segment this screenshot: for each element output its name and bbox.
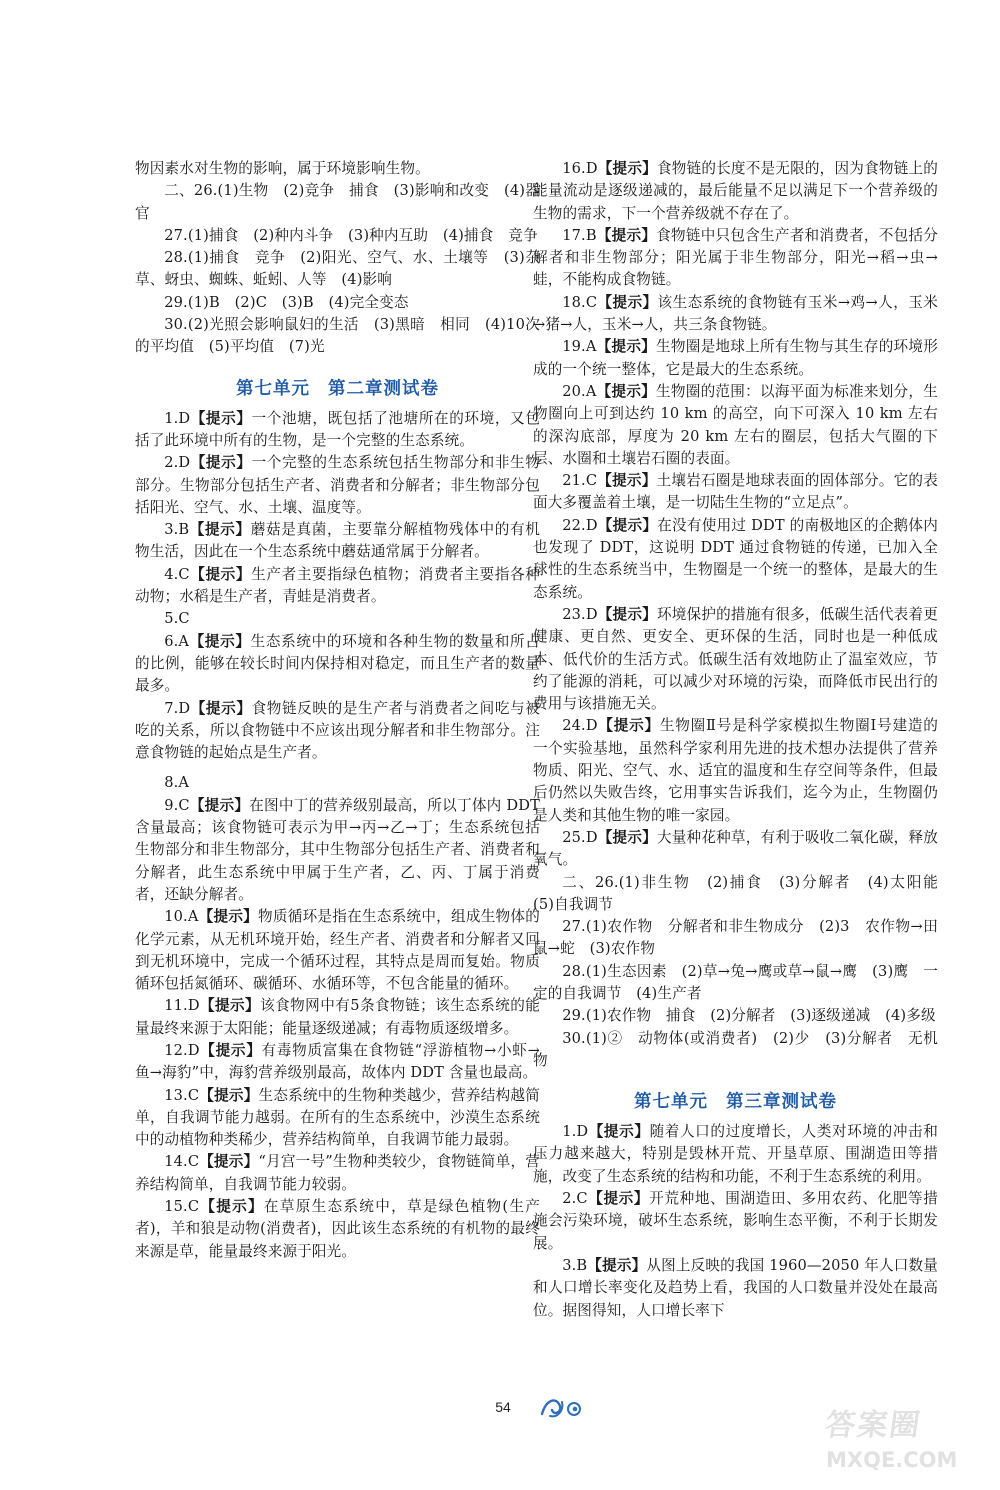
answer-text: 食物链中只包含生产者和消费者，不包括分解者和非生物部分；阳光属于非生物部分，阳光→稻→虫→蛙，不能构成食物链。	[533, 226, 938, 289]
answer-item	[533, 515, 938, 604]
answer-number: 7.D	[164, 699, 191, 717]
answer-item	[135, 1151, 540, 1196]
hint-label: 【提示】	[597, 160, 657, 177]
answer-number: 21.C	[562, 472, 598, 490]
hint-label: 【提示】	[190, 454, 252, 472]
answer-text: 在图中丁的营养级别最高，所以丁体内 DDT 含量最高；该食物链可表示为甲→丙→乙→丁；生态系统包括生物部分和非生物部分，其中生物部分包括生产者、消费者和分解者，此生态系统中甲属于生产者，乙、丙、丁属于消费者，还缺分解者。	[135, 796, 540, 903]
answer-text: 土壤岩石圈是地球表面的固体部分。它的表面大多覆盖着土壤，是一切陆生生物的“立足点”。	[533, 472, 938, 512]
answer-text: 从图上反映的我国 1960—2050 年人口数量和人口增长率变化及趋势上看，我国的人口数量并没处在最高位。据图得知，人口增长率下	[533, 1256, 938, 1319]
answer-number: 11.D	[164, 997, 200, 1015]
answer-item	[135, 1040, 540, 1085]
answer-text: 生产者主要指绿色植物；消费者主要指各种动物；水稻是生产者，青蛙是消费者。	[135, 565, 540, 606]
page-number: 54	[495, 1399, 511, 1415]
hint-label: 【提示】	[597, 516, 658, 534]
answer-number: 2.C	[562, 1190, 588, 1208]
answer-text: 生物圈是地球上所有生物与其生存的环境形成的一个统一整体，它是最大的生态系统。	[533, 338, 938, 378]
answer-item	[135, 995, 540, 1040]
answer-number: 14.C	[164, 1153, 200, 1171]
answer-number: 12.D	[164, 1041, 200, 1059]
answer-text: 该生态系统的食物链有玉米→鸡→人，玉米→猪→人，玉米→人，共三条食物链。	[533, 293, 938, 334]
answer-paragraph: 二、26.(1)生物 (2)竞争 捕食 (3)影响和改变 (4)器官	[135, 182, 540, 222]
answer-item	[533, 1028, 938, 1073]
hint-label: 【提示】	[587, 1256, 647, 1274]
watermark-title: 答案圈	[823, 1408, 924, 1443]
answer-number: 18.C	[562, 293, 598, 311]
answer-item	[533, 1005, 938, 1027]
answer-text: 蘑菇是真菌，主要靠分解植物残体中的有机物生活，因此在一个生态系统中蘑菇通常属于分解者。	[135, 521, 540, 561]
answer-number: 27.	[562, 918, 586, 936]
answer-number: 30.	[562, 1029, 586, 1047]
answer-item	[533, 961, 938, 1006]
section-unit: 第七单元	[236, 378, 310, 399]
swirl-ornament-icon	[538, 1394, 586, 1424]
answer-number: 9.C	[164, 796, 190, 814]
answer-number: 16.D	[562, 160, 598, 177]
hint-label: 【提示】	[199, 1153, 259, 1171]
section-chapter: 第二章测试卷	[328, 378, 439, 399]
answer-text: 生物圈Ⅱ号是科学家模拟生物圈Ⅰ号建造的一个实验基地，虽然科学家利用先进的技术想办法提供了营养物质、阳光、空气、水、适宜的温度和生存空间等条件，但最后仍然以失败告终，它用事实告诉我们，迄今为止，生物圈仍是人类和其他生物的唯一家园。	[533, 717, 938, 824]
section-heading	[135, 375, 540, 400]
watermark-url: MXQE.COM	[826, 1448, 958, 1472]
answer-text: 物质循环是指在生态系统中，组成生物体的化学元素，从无机环境开始，经生产者、消费者和分解者又回到无机环境中，完成一个循环过程，其特点是周而复始。物质循环包括氮循环、碳循环、水循环等，不包含能量的循环。	[135, 908, 540, 993]
hint-label: 【提示】	[588, 1123, 650, 1141]
answer-number: 2.D	[164, 454, 191, 472]
answer-number: 23.D	[562, 605, 598, 623]
answer-text: “月宫一号”生物种类较少，食物链简单，营养结构简单，自我调节能力较弱。	[135, 1153, 540, 1193]
answer-paragraph: 27.(1)捕食 (2)种内斗争 (3)种内互助 (4)捕食 竞争	[164, 226, 538, 244]
answer-number: 3.B	[562, 1256, 588, 1274]
answer-number: 15.C	[164, 1198, 200, 1216]
answer-item	[533, 292, 938, 337]
answer-item	[533, 604, 938, 715]
answer-text: (1)农作物 捕食 (2)分解者 (3)逐级递减 (4)多级	[585, 1007, 936, 1025]
hint-label: 【提示】	[189, 565, 252, 583]
watermark	[823, 1400, 976, 1480]
answer-item	[135, 564, 540, 609]
answer-text: 该食物网中有5条食物链；该生态系统的能量最终来源于太阳能；能量逐级递减；有毒物质逐级增多。	[135, 997, 540, 1037]
answer-number: 24.D	[562, 717, 598, 735]
answer-item	[135, 519, 540, 564]
answer-text: 生物圈的范围：以海平面为标准来划分，生物圈向上可到达约 10 km 的高空，向下可深入 10 km 左右的深沟底部，厚度为 20 km 左右的圈层，包括大气圈的下层、水圈和土壤岩石圈的表面。	[533, 382, 938, 467]
answer-number: 4.C	[164, 565, 190, 583]
answer-item	[135, 772, 540, 794]
answer-text: (1)② 动物体(或消费者) (2)少 (3)分解者 无机物	[533, 1029, 938, 1069]
answer-item	[533, 1188, 938, 1255]
answer-number: 二、26.	[562, 873, 619, 891]
answer-item	[135, 452, 540, 519]
answer-item	[533, 872, 953, 917]
answer-item	[533, 916, 938, 961]
answer-paragraph: 物因素水对生物的影响，属于环境影响生物。	[135, 160, 430, 177]
answer-item	[533, 1121, 938, 1188]
answer-item	[135, 698, 540, 765]
answer-number: 6.A	[164, 632, 190, 650]
hint-label: 【提示】	[597, 717, 660, 735]
answer-text: 生态系统中的生物种类越少，营养结构越简单，自我调节能力越弱。在所有的生态系统中，沙漠生态系统中的动植物种类稀少，营养结构简单，自我调节能力最弱。	[135, 1086, 540, 1149]
answer-number: 25.D	[562, 828, 598, 846]
answer-text: (1)生态因素 (2)草→兔→鹰或草→鼠→鹰 (3)鹰 一定的自我调节 (4)生产者	[533, 962, 938, 1002]
answer-number: 10.A	[164, 908, 199, 926]
answer-item	[533, 336, 938, 381]
answer-text: 一个池塘，既包括了池塘所在的环境，又包括了此环境中所有的生物，是一个完整的生态系统。	[135, 409, 540, 449]
answer-number: 1.D	[164, 409, 191, 427]
answer-number: 5.C	[164, 610, 190, 628]
answer-item	[135, 906, 540, 995]
answer-number: 28.	[562, 962, 586, 980]
answer-item	[533, 158, 938, 225]
answer-number: 29.	[562, 1007, 586, 1025]
answer-item	[135, 608, 540, 630]
answer-text: 食物链反映的是生产者与消费者之间吃与被吃的关系，所以食物链中不应该出现分解者和非生物部分。注意食物链的起始点是生产者。	[135, 699, 540, 762]
answer-text: 开荒种地、围湖造田、多用农药、化肥等措施会污染环境，破坏生态系统，影响生态平衡，不利于长期发展。	[533, 1190, 938, 1252]
answer-text: 食物链的长度不是无限的，因为食物链上的能量流动是逐级递减的，最后能量不足以满足下一个营养级的生物的需求，下一个营养级就不存在了。	[533, 160, 938, 222]
hint-label: 【提示】	[199, 1086, 259, 1104]
answer-number: 20.A	[562, 382, 597, 400]
answer-item	[135, 408, 540, 453]
section-heading	[533, 1088, 938, 1113]
hint-label: 【提示】	[596, 226, 657, 244]
hint-label: 【提示】	[199, 1041, 262, 1059]
answer-paragraph: 29.(1)B (2)C (3)B (4)完全变态	[164, 293, 409, 311]
answer-item	[533, 827, 938, 872]
answer-item	[135, 1085, 540, 1152]
answer-item	[533, 470, 938, 515]
hint-label: 【提示】	[199, 1198, 264, 1216]
left-column	[135, 158, 540, 1263]
hint-label: 【提示】	[597, 605, 657, 623]
answer-text: 生态系统中的环境和各种生物的数量和所占的比例，能够在较长时间内保持相对稳定，而且生产者的数量最多。	[135, 632, 540, 695]
answer-item	[533, 225, 938, 292]
answer-text: 随着人口的过度增长，人类对环境的冲击和压力越来越大，特别是毁林开荒、开垦草原、围湖造田等措施，改变了生态系统的结构和功能，不利于生态系统的利用。	[533, 1123, 938, 1185]
answer-text: 有毒物质富集在食物链“浮游植物→小虾→鱼→海豹”中，海豹营养级别最高，故体内 DDT 含量也最高。	[135, 1041, 540, 1082]
answer-text: 一个完整的生态系统包括生物部分和非生物部分。生物部分包括生产者、消费者和分解者；非生物部分包括阳光、空气、水、土壤、温度等。	[135, 454, 540, 516]
answer-paragraph: 30.(2)光照会影响鼠妇的生活 (3)黑暗 相同 (4)10次的平均值 (5)平均值 (7)光	[135, 316, 540, 356]
answer-text: 大量种花种草，有利于吸收二氧化碳，释放氧气。	[533, 828, 938, 869]
answer-text: 在没有使用过 DDT 的南极地区的企鹅体内也发现了 DDT，这说明 DDT 通过食物链的传递，已加入全球性的生态系统当中，生物圈是一个统一的整体，是最大的生态系统。	[533, 516, 938, 601]
answer-number: 17.B	[562, 226, 597, 244]
answer-item	[533, 715, 938, 826]
answer-paragraph: 28.(1)捕食 竞争 (2)阳光、空气、水、土壤等 (3)杂草、蚜虫、蜘蛛、蚯蚓、人等 (4)影响	[135, 249, 540, 289]
answer-item	[135, 631, 540, 698]
hint-label: 【提示】	[198, 908, 259, 926]
section-unit: 第七单元	[634, 1092, 708, 1113]
right-column	[533, 158, 953, 1322]
answer-number: 19.A	[562, 338, 597, 356]
hint-label: 【提示】	[189, 632, 251, 650]
answer-item	[533, 1255, 938, 1322]
hint-label: 【提示】	[587, 1190, 650, 1208]
hint-label: 【提示】	[190, 409, 252, 427]
answer-text: 环境保护的措施有很多，低碳生活代表着更健康、更自然、更安全、更环保的生活，同时也是一种低成本、低代价的生活方式。低碳生活有效地防止了温室效应，节约了能源的消耗，可以减少对环境的污染，而降低市民出行的费用与该措施无关。	[533, 605, 938, 713]
hint-label: 【提示】	[597, 828, 657, 846]
hint-label: 【提示】	[189, 521, 251, 539]
answer-text: 在草原生态系统中，草是绿色植物(生产者)，羊和狼是动物(消费者)，因此该生态系统的有机物的最终来源是草，能量最终来源于阳光。	[135, 1198, 540, 1260]
hint-label: 【提示】	[190, 699, 252, 717]
hint-label: 【提示】	[596, 382, 657, 400]
section-chapter: 第三章测试卷	[726, 1092, 837, 1113]
hint-label: 【提示】	[199, 997, 261, 1015]
answer-number: 22.D	[562, 516, 598, 534]
hint-label: 【提示】	[189, 796, 250, 814]
answer-item	[135, 1196, 540, 1263]
answer-text: (1)非生物 (2)捕食 (3)分解者 (4)太阳能 (5)自我调节	[533, 873, 953, 913]
hint-label: 【提示】	[596, 338, 657, 356]
answer-number: 3.B	[164, 521, 190, 539]
hint-label: 【提示】	[597, 293, 658, 311]
answer-text: (1)农作物 分解者和非生物成分 (2)3 农作物→田鼠→蛇 (3)农作物	[533, 918, 938, 958]
hint-label: 【提示】	[597, 472, 657, 490]
answer-number: 13.C	[164, 1086, 200, 1104]
answer-item	[135, 795, 540, 906]
answer-number: 8.A	[164, 774, 190, 792]
answer-number: 1.D	[562, 1123, 589, 1141]
answer-item	[533, 381, 938, 470]
